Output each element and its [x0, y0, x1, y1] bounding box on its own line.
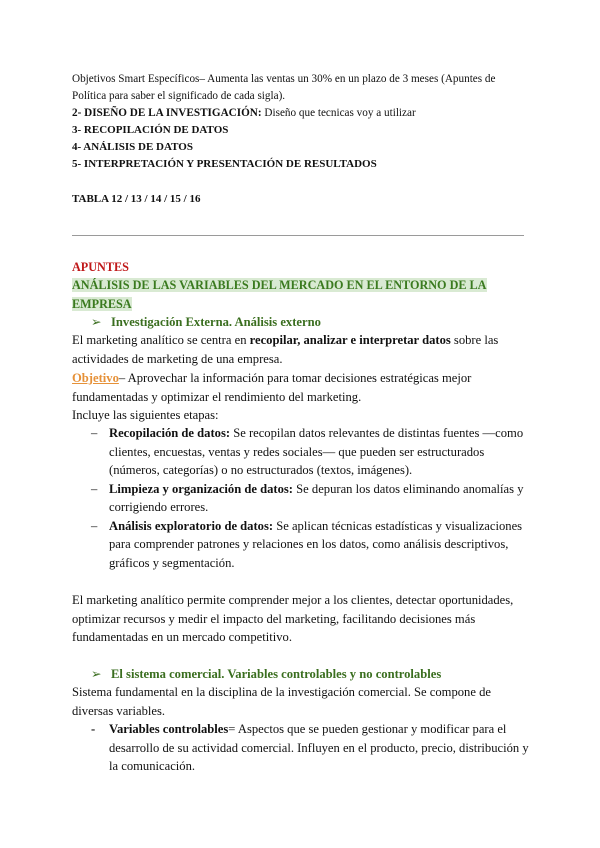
- objetivos-paragraph: Objetivos Smart Específicos– Aumenta las ventas un 30% en un plazo de 3 meses (Apuntes de Política para saber el significado de cada sigla).: [72, 73, 496, 102]
- tabla-line: TABLA 12 / 13 / 14 / 15 / 16: [72, 193, 201, 205]
- step-4-line: 4- ANÁLISIS DE DATOS: [72, 141, 193, 153]
- marketing-analitico-paragraph: El marketing analítico se centra en recopilar, analizar e interpretar datos sobre las actividades de marketing de una empresa.: [72, 333, 499, 366]
- section-title: ANÁLISIS DE LAS VARIABLES DEL MERCADO EN EL ENTORNO DE LA EMPRESA: [72, 278, 487, 311]
- list-item: – Limpieza y organización de datos: Se depuran los datos eliminando anomalías y corrigiendo errores.: [91, 481, 524, 514]
- step-2-text: Diseño que tecnicas voy a utilizar: [261, 107, 416, 119]
- step-2-line: [72, 105, 532, 122]
- step-5-line: 5- INTERPRETACIÓN Y PRESENTACIÓN DE RESULTADOS: [72, 158, 377, 170]
- variables-list: [72, 720, 532, 776]
- step-3-line: 3- RECOPILACIÓN DE DATOS: [72, 124, 229, 136]
- apuntes-label: APUNTES: [72, 260, 129, 274]
- list-item: – Recopilación de datos: Se recopilan datos relevantes de distintas fuentes —como clientes, encuestas, ventas y redes sociales— que pueden ser estructurados (números, categorías) o no estructurados (textos, imágenes).: [91, 426, 524, 477]
- list-item: – Análisis exploratorio de datos: Se aplican técnicas estadísticas y visualizaciones para comprender patrones y relaciones en los datos, como análisis descriptivos, gráficos y segmentación.: [91, 518, 523, 570]
- subsection-title: Investigación Externa. Análisis externo: [111, 315, 321, 329]
- subsection-sistema-comercial: [72, 665, 532, 684]
- horizontal-divider: [72, 235, 524, 236]
- incluye-line: Incluye las siguientes etapas:: [72, 408, 219, 422]
- objetivo-paragraph: Objetivo– Aprovechar la información para tomar decisiones estratégicas mejor fundamentadas y optimizar el rendimiento del marketing.: [72, 371, 472, 404]
- list-item: - Variables controlables= Aspectos que se pueden gestionar y modificar para el desarrollo de su actividad comercial. Influyen en el producto, precio, distribución y la comunicación.: [91, 722, 529, 773]
- sistema-paragraph: Sistema fundamental en la disciplina de la investigación comercial. Se compone de diversas variables.: [72, 685, 491, 718]
- conclusion-paragraph: El marketing analítico permite comprender mejor a los clientes, detectar oportunidades, optimizar recursos y medir el impacto del marketing, facilitando decisiones más fundamentadas en un mercado competitivo.: [72, 593, 514, 644]
- etapas-list: [72, 424, 532, 572]
- subsection-title: El sistema comercial. Variables controlables y no controlables: [111, 667, 442, 681]
- objetivo-label: Objetivo: [72, 371, 119, 385]
- arrow-bullet-icon: ➢: [91, 667, 102, 681]
- subsection-investigacion-externa: [72, 313, 532, 332]
- step-2-label: 2- DISEÑO DE LA INVESTIGACIÓN:: [72, 107, 262, 119]
- arrow-bullet-icon: ➢: [91, 315, 102, 329]
